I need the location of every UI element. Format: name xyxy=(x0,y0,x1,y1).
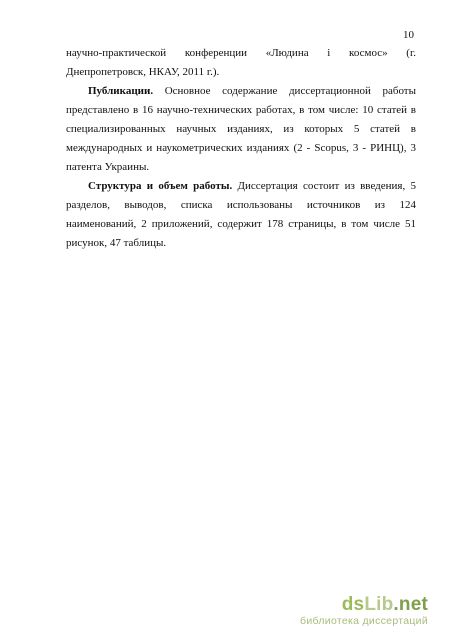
paragraph-structure xyxy=(66,177,416,253)
paragraph-conference-text: научно-практической конференции «Людина і космос» (г. Днепропетровск, НКАУ, 2011 г.). xyxy=(66,47,416,78)
page-number: 10 xyxy=(403,29,414,41)
logo-net: .net xyxy=(393,594,428,615)
publications-heading: Публикации. xyxy=(88,85,154,97)
paragraph-publications xyxy=(66,82,416,177)
structure-text: Диссертация состоит из введения, 5 разделов, выводов, списка использованы источников из 124 наименований, 2 приложений, содержит 178 страницы, в том числе 51 рисунок, 47 таблицы. xyxy=(66,180,417,249)
document-body xyxy=(66,44,416,253)
publications-text: Основное содержание диссертационной работы представлено в 16 научно-технических работах, в том числе: 10 статей в специализированных научных изданиях, из которых 5 статей в международных и наукометрических изданиях (2 - Scopus, 3 - РИНЦ), 3 патента Украины. xyxy=(66,85,416,173)
dslib-watermark xyxy=(300,595,428,627)
logo-lib: Lib xyxy=(364,594,394,615)
watermark-caption: библиотека диссертаций xyxy=(300,615,428,627)
dslib-logo xyxy=(300,595,428,615)
paragraph-conference xyxy=(66,44,416,82)
structure-heading: Структура и объем работы. xyxy=(88,180,233,192)
logo-ds: ds xyxy=(341,594,365,615)
